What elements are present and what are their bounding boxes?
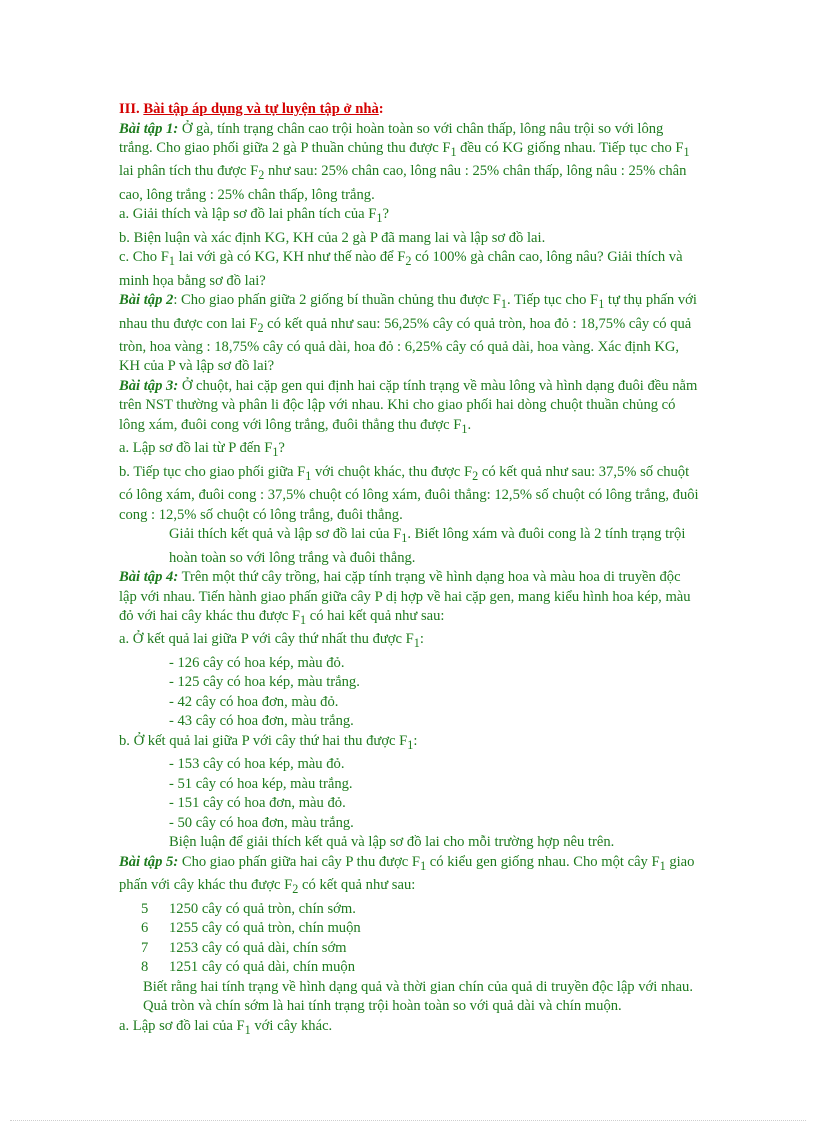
ex2-text-4: có kết quả như sau: 56,25% cây có quả tròn, hoa đỏ : 18,75% cây có quả tròn, hoa vàng : 18,75% cây có quả dài, hoa đỏ : 6,25% cây có quả dài, hoa vàng. Xác định KG, KH của P và lập sơ đồ lai? (119, 315, 692, 375)
exercise-4-question-b (119, 732, 699, 755)
subscript: 1 (500, 297, 507, 312)
ex1-c-text-3: có 100% gà chân cao, lông nâu? Giải thích và minh họa bằng sơ đồ lai? (119, 249, 683, 289)
ex2-text-2: . Tiếp tục cho F (506, 292, 599, 309)
ex5-text-3: giao phấn với cây khác thu được F (119, 853, 695, 894)
ex5-text-2: có kiểu gen giống nhau. Cho một cây F (426, 853, 660, 870)
item-text: 1251 cây có quả dài, chín muộn (169, 959, 356, 976)
exercise-3-label: Bài tập 3: (119, 377, 179, 394)
ex1-text-4: như sau: 25% chân cao, lông nâu : 25% chân thấp, lông nâu : 25% chân cao, lông trắng : 25% chân thấp, lông trắng. (119, 163, 687, 203)
item-text: 1250 cây có quả tròn, chín sớm. (169, 900, 356, 917)
ex3-a-end: ? (278, 440, 285, 457)
list-item: - 43 cây có hoa đơn, màu trắng. (169, 713, 354, 730)
exercise-3-question-b (119, 463, 699, 525)
exercise-4-intro (119, 568, 699, 630)
ex3-text-2: . (467, 416, 472, 433)
page-bottom-divider (10, 1120, 806, 1121)
ex3-a-text: a. Lập sơ đồ lai từ P đến F (119, 440, 273, 457)
item-text: 1253 cây có quả dài, chín sớm (169, 939, 347, 956)
subscript: 2 (258, 168, 265, 183)
exercise-5-intro (119, 853, 699, 900)
list-item: - 151 cây có hoa đơn, màu đỏ. (169, 795, 346, 812)
ex1-c-text-2: lai với gà có KG, KH như thế nào để F (174, 249, 406, 266)
subscript: 1 (450, 144, 457, 159)
ex4-text-1: Trên một thứ cây trồng, hai cặp tính trạng về hình dạng hoa và màu hoa di truyền độc lập với nhau. Tiến hành giao phấn giữa cây P dị hợp về hai cặp gen, mang kiểu hình hoa kép, màu đỏ với hai cây khác thu được F (119, 569, 691, 625)
item-number: 5 (141, 900, 149, 917)
list-item (119, 939, 699, 959)
exercise-5-question-a (119, 1017, 699, 1040)
exercise-1-question-b: b. Biện luận và xác định KG, KH của 2 gà P đã mang lai và lập sơ đồ lai. (119, 229, 546, 246)
list-item: - 42 cây có hoa đơn, màu đỏ. (169, 693, 339, 710)
ex5-a-text: a. Lập sơ đồ lai của F (119, 1017, 245, 1034)
subscript: 1 (407, 737, 414, 752)
item-number: 6 (141, 920, 149, 937)
ex5-text-1: Cho giao phấn giữa hai cây P thu được F (178, 853, 421, 870)
section-title: Bài tập áp dụng và tự luyện tập ở nhà (143, 101, 379, 117)
exercise-4-label: Bài tập 4: (119, 569, 179, 586)
ex3-b-text-2: với chuột khác, thu được F (311, 463, 473, 480)
subscript: 1 (413, 636, 420, 651)
exercise-4-conclusion: Biện luận để giải thích kết quả và lập sơ đồ lai cho mỗi trường hợp nêu trên. (169, 834, 615, 851)
subscript: 1 (168, 254, 175, 269)
subscript: 1 (598, 297, 605, 312)
exercise-1-question-c (119, 248, 699, 291)
exercise-5-label: Bài tập 5: (119, 853, 179, 870)
list-item: - 51 cây có hoa kép, màu trắng. (169, 775, 353, 792)
section-number: III. (119, 101, 140, 117)
ex3-b-text-1: b. Tiếp tục cho giao phối giữa F (119, 463, 306, 480)
ex1-a-text: a. Giải thích và lập sơ đồ lai phân tích của F (119, 206, 377, 223)
subscript: 1 (659, 858, 666, 873)
exercise-2-label: Bài tập 2 (119, 292, 174, 309)
subscript: 1 (300, 612, 307, 627)
section-colon: : (378, 101, 384, 117)
item-text: 1255 cây có quả tròn, chín muộn (169, 920, 361, 937)
section-heading (119, 100, 699, 120)
subscript: 1 (401, 531, 408, 546)
subscript: 1 (244, 1022, 251, 1037)
subscript: 2 (292, 882, 299, 897)
list-item: - 125 cây có hoa kép, màu trắng. (169, 674, 360, 691)
ex4-a-end: : (419, 631, 424, 648)
subscript: 1 (376, 211, 383, 226)
ex5-text-4: có kết quả như sau: (298, 877, 416, 894)
exercise-3-question-a (119, 439, 699, 462)
subscript: 1 (461, 421, 468, 436)
exercise-3-explanation (119, 525, 699, 568)
ex3-b-text-3: có kết quả như sau: 37,5% số chuột có lông xám, đuôi cong : 37,5% chuột có lông xám, đuôi thẳng: 12,5% số chuột có lông trắng, đuôi cong : 12,5% số chuột có lông trắng, đuôi thẳng. (119, 463, 699, 523)
ex1-c-text-1: c. Cho F (119, 249, 169, 266)
list-item (119, 919, 699, 939)
list-item: - 153 cây có hoa kép, màu đỏ. (169, 756, 345, 773)
exercise-1-label: Bài tập 1: (119, 120, 179, 137)
ex3-e-text-2: . Biết lông xám và đuôi cong là 2 tính trạng trội hoàn toàn so với lông trắng và đuôi thẳng. (169, 526, 686, 566)
ex1-text-1: Ở gà, tính trạng chân cao trội hoàn toàn so với chân thấp, lông nâu trội so với lông trắng. Cho giao phối giữa 2 gà P thuần chủng thu được F (119, 120, 664, 156)
exercise-4-question-a (119, 630, 699, 653)
ex1-a-end: ? (382, 206, 389, 223)
list-item (119, 958, 699, 978)
item-number: 8 (141, 959, 149, 976)
exercise-3-intro (119, 377, 699, 439)
ex1-text-3: lai phân tích thu được F (119, 163, 259, 180)
exercise-1-question-a (119, 205, 699, 228)
item-number: 7 (141, 939, 149, 956)
subscript: 1 (272, 445, 279, 460)
document-body (119, 100, 699, 1040)
subscript: 2 (405, 254, 412, 269)
subscript: 2 (472, 468, 479, 483)
subscript: 1 (683, 144, 690, 159)
ex3-text-1: Ở chuột, hai cặp gen qui định hai cặp tính trạng về màu lông và hình dạng đuôi đều nằm trên NST thường và phân li độc lập với nhau. Khi cho giao phối hai dòng chuột thuần chủng có lông xám, đuôi cong với lông trắng, đuôi thẳng thu được F (119, 377, 698, 433)
subscript: 1 (420, 858, 427, 873)
subscript: 2 (257, 320, 264, 335)
exercise-2-intro (119, 291, 699, 377)
ex4-b-text: b. Ở kết quả lai giữa P với cây thứ hai thu được F (119, 732, 408, 749)
list-item: - 50 cây có hoa đơn, màu trắng. (169, 814, 354, 831)
ex2-text-3: tự thụ phấn với nhau thu được con lai F (119, 292, 697, 332)
ex4-b-end: : (413, 732, 418, 749)
ex4-a-text: a. Ở kết quả lai giữa P với cây thứ nhất thu được F (119, 631, 414, 648)
exercise-1-intro (119, 120, 699, 206)
list-item (119, 900, 699, 920)
ex1-text-2: đều có KG giống nhau. Tiếp tục cho F (456, 140, 684, 156)
exercise-5-note: Biết rằng hai tính trạng về hình dạng quả và thời gian chín của quả di truyền độc lập với nhau. Quả tròn và chín sớm là hai tính trạng trội hoàn toàn so với quả dài và chín muộn. (143, 978, 693, 1015)
ex5-a-end: với cây khác. (250, 1017, 333, 1034)
subscript: 1 (305, 468, 312, 483)
list-item: - 126 cây có hoa kép, màu đỏ. (169, 654, 345, 671)
ex4-text-2: có hai kết quả như sau: (306, 608, 445, 625)
ex2-text-1: : Cho giao phấn giữa 2 giống bí thuần chủng thu được F (173, 292, 501, 309)
ex3-e-text-1: Giải thích kết quả và lập sơ đồ lai của F (169, 526, 402, 543)
